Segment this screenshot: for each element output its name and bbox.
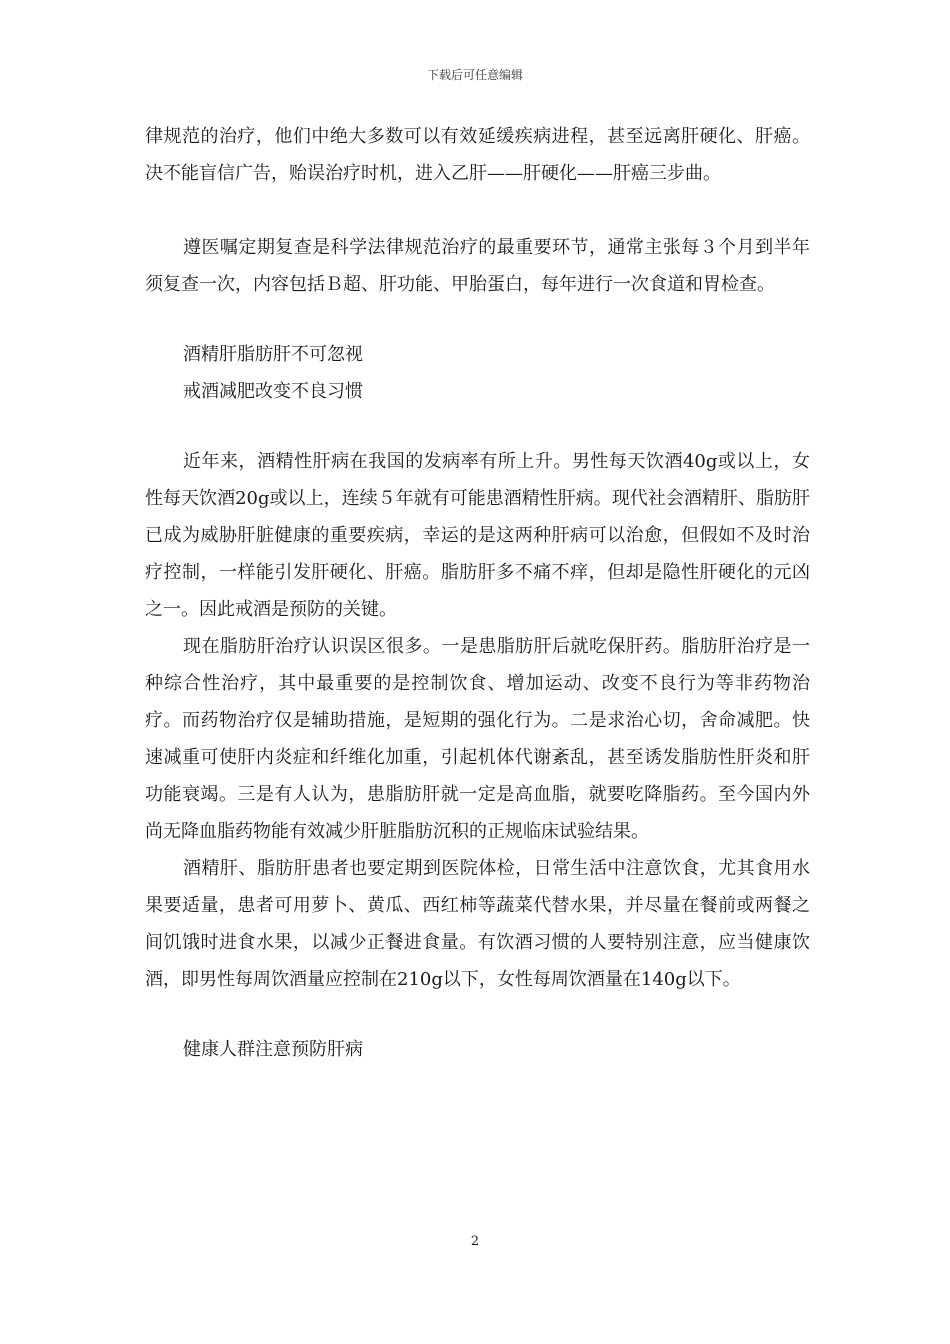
spacer [145,303,810,336]
document-body [145,118,810,1068]
paragraph-treatment-misconceptions: 现在脂肪肝治疗认识误区很多。一是患脂肪肝后就吃保肝药。脂肪肝治疗是一种综合性治疗，其中最重要的是控制饮食、增加运动、改变不良行为等非药物治疗。而药物治疗仅是辅助措施，是短期的强化行为。二是求治心切，舍命减肥。快速减重可使肝内炎症和纤维化加重，引起机体代谢紊乱，甚至诱发脂肪性肝炎和肝功能衰竭。三是有人认为，患脂肪肝就一定是高血脂，就要吃降脂药。至今国内外尚无降血脂药物能有效减少肝脏脂肪沉积的正规临床试验结果。 [145,636,810,842]
section-heading-healthy-prevention: 健康人群注意预防肝病 [183,1039,363,1060]
paragraph-treatment: 律规范的治疗，他们中绝大多数可以有效延缓疾病进程，甚至远离肝硬化、肝癌。决不能盲信广告，贻误治疗时机，进入乙肝——肝硬化——肝癌三步曲。 [145,126,810,184]
page-number: 2 [470,1234,480,1249]
spacer [145,410,810,443]
section-heading-alcohol-fatty-liver: 酒精肝脂肪肝不可忽视 [183,344,363,365]
spacer [145,192,810,229]
section-subheading-quit-drinking: 戒酒减肥改变不良习惯 [183,381,363,402]
paragraph-alcoholic-liver-disease: 近年来，酒精性肝病在我国的发病率有所上升。男性每天饮酒40g或以上，女性每天饮酒20g或以上，连续５年就有可能患酒精性肝病。现代社会酒精肝、脂肪肝已成为威胁肝脏健康的重要疾病，幸运的是这两种肝病可以治愈，但假如不及时治疗控制，一样能引发肝硬化、肝癌。脂肪肝多不痛不痒，但却是隐性肝硬化的元凶之一。因此戒酒是预防的关键。 [145,451,810,620]
spacer [145,998,810,1031]
page-header: 下载后可任意编辑 [426,68,523,82]
paragraph-diet-advice: 酒精肝、脂肪肝患者也要定期到医院体检，日常生活中注意饮食，尤其食用水果要适量，患者可用萝卜、黄瓜、西红柿等蔬菜代替水果，并尽量在餐前或两餐之间饥饿时进食水果，以减少正餐进食量。有饮酒习惯的人要特别注意，应当健康饮酒，即男性每周饮酒量应控制在210g以下，女性每周饮酒量在140g以下。 [145,858,810,990]
paragraph-checkup: 遵医嘱定期复查是科学法律规范治疗的最重要环节，通常主张每３个月到半年须复查一次，内容包括Ｂ超、肝功能、甲胎蛋白，每年进行一次食道和胃检查。 [145,237,810,295]
